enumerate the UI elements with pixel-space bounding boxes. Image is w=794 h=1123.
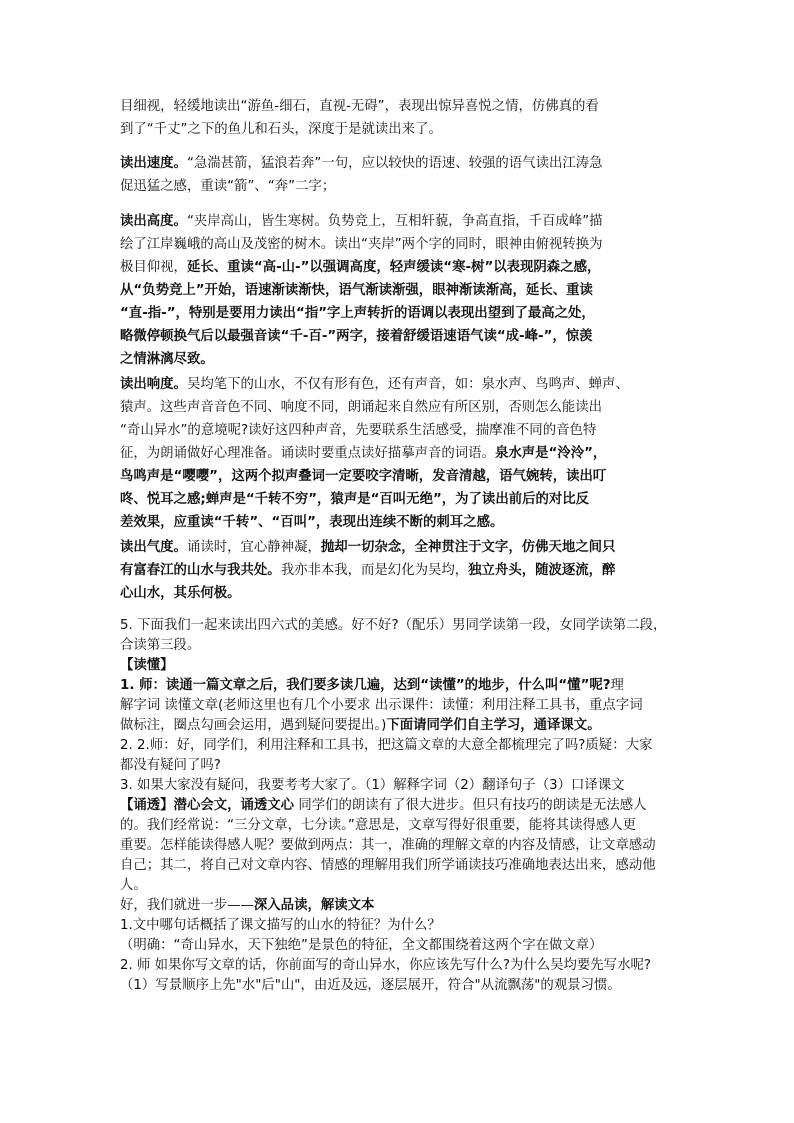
- emphasis-text: 延长、重读“高-山-”以强调高度，轻声缓读“寒-树”以表现阴森之感，: [186, 260, 601, 275]
- emphasis-text: 深入品读，解读文本: [253, 898, 375, 913]
- text-line: 到了“千丈”之下的鱼儿和石头，深度于是就读出来了。: [120, 122, 442, 137]
- emphasis-text: 有富春江的山水与我共处。: [120, 563, 281, 578]
- text-line: “夹岸高山，皆生寒树。负势竞上，互相轩藐，争高直指，千百成峰”描: [186, 214, 603, 229]
- answer-text: （明确：“奇山异水，天下独绝”是景色的特征，全文都围绕着这两个字在做文章）: [120, 938, 603, 953]
- section-heading: 读出气度。: [120, 540, 187, 555]
- text-line: “奇山异水”的意境呢?读好这四种声音，先要联系生活感受，揣摩准不同的音色特: [120, 423, 597, 438]
- section-heading: 【诵透】潜心会文，诵透文心: [120, 798, 295, 813]
- text-line: 吴均笔下的山水，不仅有形有色，还有声音，如：泉水声、鸟鸣声、蝉声、: [186, 377, 629, 392]
- text-line: 好，我们就进一步——: [120, 898, 254, 913]
- text-line: 猿声。这些声音音色不同、响度不同，朗诵起来自然应有所区别，否则怎么能读出: [120, 400, 603, 415]
- text-line: 5. 下面我们一起来读出四六式的美感。好不好?（配乐）男同学读第一段，女同学读第二段，: [120, 618, 667, 633]
- text-line: 促迅猛之感，重读“箭”、“奔”二字；: [120, 179, 336, 194]
- text-line: 绘了江岸巍峨的高山及茂密的树木。读出“夹岸”两个字的同时，眼神由俯视转换为: [120, 237, 603, 252]
- text-line: 我亦非本我，而是幻化为吴均，: [280, 563, 469, 578]
- text-line: 2. 2.师：好，同学们，利用注释和工具书，把这篇文章的大意全都梳理完了吗?质疑：大家: [120, 738, 653, 753]
- emphasis-text: 鸟鸣声是“嘤嘤”，这两个拟声叠词一定要咬字清晰，发音清越，语气婉转，读出叮: [120, 469, 607, 484]
- text-line: 人。: [120, 878, 147, 893]
- text-line: 重要。怎样能读得感人呢？要做到两点：其一，准确的理解文章的内容及情感，让文章感动: [120, 838, 656, 853]
- emphasis-text: 独立舟头，随波逐流，醉: [468, 563, 616, 578]
- emphasis-text: 下面请同学们自主学习，通译课文。: [386, 718, 601, 733]
- emphasis-text: 抛却一切杂念，全神贯注于文字，仿佛天地之间只: [320, 540, 616, 555]
- text-line: 极目仰视，: [120, 260, 187, 275]
- paragraph-depth-continuation: [120, 95, 680, 141]
- section-deep-reading: [120, 796, 680, 996]
- paragraph-reading-manner: [120, 536, 680, 605]
- answer-text: （1）写景顺序上先"水"后"山"，由近及远，逐层展开，符合"从流飘荡"的观景习惯。: [120, 978, 621, 993]
- section-understanding: [120, 656, 680, 796]
- emphasis-text: 咚、悦耳之感;蝉声是“千转不穷”，猿声是“百叫无绝”，为了读出前后的对比反: [120, 492, 590, 507]
- paragraph-group-reading: [120, 616, 680, 656]
- section-heading: 读出速度。: [120, 156, 187, 171]
- text-line: 诵读时，宜心静神凝，: [186, 540, 321, 555]
- text-line: 同学们的朗读有了很大进步。但只有技巧的朗读是无法感人: [294, 798, 647, 813]
- text-line: 目细视，轻缓地读出“游鱼-细石，直视-无碍”，表现出惊异喜悦之情，仿佛真的看: [120, 99, 599, 114]
- emphasis-text: 略微停顿换气后以最强音读“千-百-”两字，接着舒缓语速语气读“成-峰-”，惊羡: [120, 329, 593, 344]
- section-heading: 【读懂】: [120, 658, 174, 673]
- emphasis-text: 心山水，其乐何极。: [120, 586, 241, 601]
- text-line: “急湍甚箭，猛浪若奔”一句，应以较快的语速、较强的语气读出江涛急: [186, 156, 603, 171]
- question-text: 1.文中哪句话概括了课文描写的山水的特征？为什么？: [120, 918, 441, 933]
- text-line: 3. 如果大家没有疑问，我要考考大家了。（1）解释字词（2）翻译句子（3）口译课文: [120, 778, 625, 793]
- emphasis-text: 之情淋漓尽致。: [120, 352, 214, 367]
- emphasis-text: 1. 师：读通一篇文章之后，我们要多读几遍，达到“读懂”的地步，什么叫“懂”呢?: [120, 678, 611, 693]
- text-line: 的。我们经常说：“三分文章，七分读。”意思是，文章写得好很重要，能将其读得感人更: [120, 818, 637, 833]
- emphasis-text: “直-指-”，特别是要用力读出“指”字上声转折的语调以表现出望到了最高之处，: [120, 306, 595, 321]
- text-line: 自己；其二，将自己对文章内容、情感的理解用我们所学诵读技巧准确地表达出来，感动他: [120, 858, 656, 873]
- text-line: 都没有疑问了吗?: [120, 758, 221, 773]
- section-heading: 读出高度。: [120, 214, 187, 229]
- text-line: 合读第三段。: [120, 638, 201, 653]
- text-line: 做标注，圈点勾画会运用，遇到疑问要提出。): [120, 718, 387, 733]
- paragraph-reading-loudness: [120, 373, 680, 534]
- text-line: 解字词 读懂文章(老师这里也有几个小要求 出示课件：读懂：利用注释工具书，重点字词: [120, 698, 643, 713]
- section-heading: 读出响度。: [120, 377, 187, 392]
- emphasis-text: 泉水声是“泠泠”，: [494, 446, 607, 461]
- text-line: 理: [610, 678, 624, 693]
- paragraph-reading-speed: [120, 152, 680, 198]
- paragraph-reading-height: [120, 210, 680, 371]
- text-line: 征，为朗诵做好心理准备。诵读时要重点读好描摹声音的词语。: [120, 446, 495, 461]
- emphasis-text: 从“负势竞上”开始，语速渐读渐快，语气渐读渐强，眼神渐读渐高，延长、重读: [120, 283, 593, 298]
- emphasis-text: 差效果，应重读“千转”、“百叫”，表现出连续不断的刺耳之感。: [120, 515, 504, 530]
- question-text: 2. 师 如果你写文章的话，你前面写的奇山异水，你应该先写什么?为什么吴均要先写水呢?: [120, 958, 651, 973]
